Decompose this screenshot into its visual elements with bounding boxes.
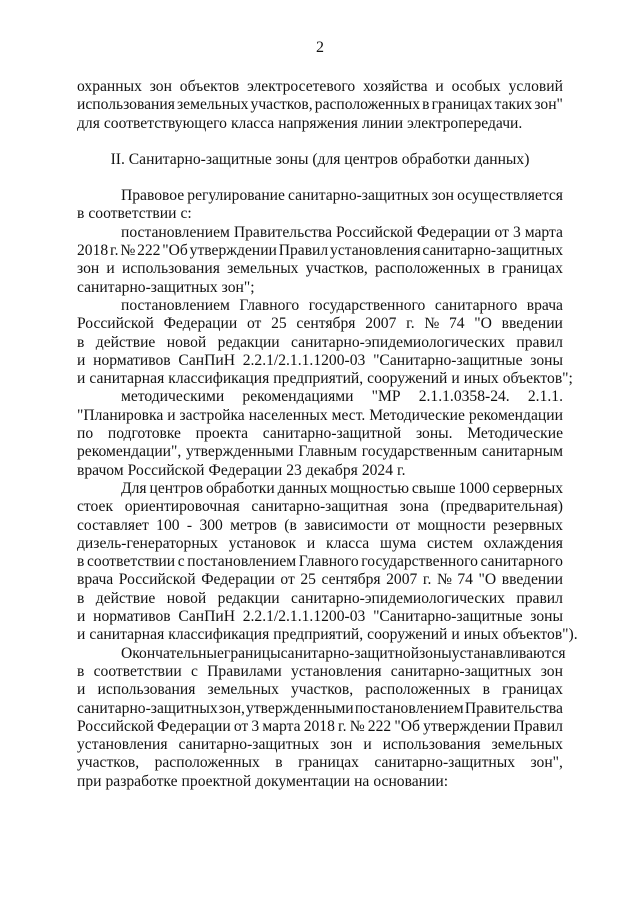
text-line: "Планировка и застройка населенных мест. Методические рекомендации [77, 406, 563, 424]
text-line: дизель-генераторных установок и класса шума систем охлаждения [77, 534, 563, 552]
text-line: и нормативов СанПиН 2.2.1/2.1.1.1200-03 "Санитарно-защитные зоны [77, 351, 563, 369]
text-line: врачом Российской Федерации 23 декабря 2024 г. [77, 461, 406, 479]
paragraph [77, 187, 563, 224]
text-line: стоек ориентировочная санитарно-защитная зона (предварительная) [77, 498, 563, 516]
text-line: Правовое регулирование санитарно-защитных зон осуществляется [121, 187, 563, 205]
text-line: охранных зон объектов электросетевого хозяйства и особых условий [77, 78, 563, 95]
paragraph [77, 644, 566, 791]
text-line: зон и использования земельных участков, расположенных в границах [77, 260, 563, 278]
text-line: санитарно-защитных зон"; [77, 278, 255, 296]
text-line: использования земельных участков, расположенных в границах таких зон" [77, 96, 563, 114]
paragraph [77, 224, 563, 297]
paragraph [77, 78, 563, 133]
text-line: Для центров обработки данных мощностью свыше 1000 серверных [121, 479, 563, 497]
text-line: установления санитарно-защитных зон и использования земельных [77, 736, 563, 754]
text-line: при разработке проектной документации на основании: [77, 772, 449, 790]
paragraph-gap [77, 169, 563, 187]
text-line: методическими рекомендациями "МР 2.1.1.0358-24. 2.1.1. [121, 388, 563, 406]
paragraph-gap [77, 133, 563, 151]
document-body [77, 78, 578, 791]
text-line: Российской Федерации от 3 марта 2018 г. № 222 "Об утверждении Правил [77, 717, 563, 735]
page-number: 2 [316, 39, 324, 56]
text-line: постановлением Правительства Российской Федерации от 3 марта [121, 223, 563, 241]
section-heading [77, 151, 563, 169]
text-line: участков, расположенных в границах санитарно-защитных зон", [77, 754, 563, 772]
paragraph [77, 296, 573, 388]
text-line: для соответствующего класса напряжения линии электропередачи. [77, 114, 523, 132]
text-line: составляет 100 - 300 метров (в зависимости от мощности резервных [77, 516, 563, 534]
text-line: Российской Федерации от 25 сентября 2007 г. № 74 "О введении [77, 315, 563, 333]
text-line: рекомендации", утвержденными Главным государственным санитарным [77, 443, 563, 461]
text-line: и санитарная классификация предприятий, сооружений и иных объектов"; [77, 370, 573, 388]
text-line: в соответствии с: [77, 205, 192, 223]
text-line: и использования земельных участков, расположенных в границах [77, 681, 563, 699]
text-line: II. Санитарно-защитные зоны (для центров обработки данных) [110, 150, 530, 168]
text-line: врача Российской Федерации от 25 сентября 2007 г. № 74 "О введении [77, 571, 563, 589]
text-line: постановлением Главного государственного санитарного врача [121, 296, 563, 314]
text-line: в соответствии с Правилами установления санитарно-защитных зон [77, 662, 563, 680]
text-line: в действие новой редакции санитарно-эпидемиологических правил [77, 589, 563, 607]
paragraph [77, 388, 563, 479]
text-line: 2018 г. № 222 "Об утверждении Правил установления санитарно-защитных [77, 242, 563, 260]
text-line: Окончательные границы санитарно-защитной зоны устанавливаются [121, 644, 566, 662]
text-line: в соответствии с постановлением Главного государственного санитарного [77, 553, 563, 571]
paragraph [77, 479, 578, 645]
text-line: по подготовке проекта санитарно-защитной зоны. Методические [77, 425, 563, 443]
text-line: и нормативов СанПиН 2.2.1/2.1.1.1200-03 "Санитарно-защитные зоны [77, 608, 563, 626]
text-line: в действие новой редакции санитарно-эпидемиологических правил [77, 333, 563, 351]
text-line: санитарно-защитных зон, утвержденными постановлением Правительства [77, 699, 563, 717]
text-line: и санитарная классификация предприятий, сооружений и иных объектов"). [77, 626, 578, 644]
